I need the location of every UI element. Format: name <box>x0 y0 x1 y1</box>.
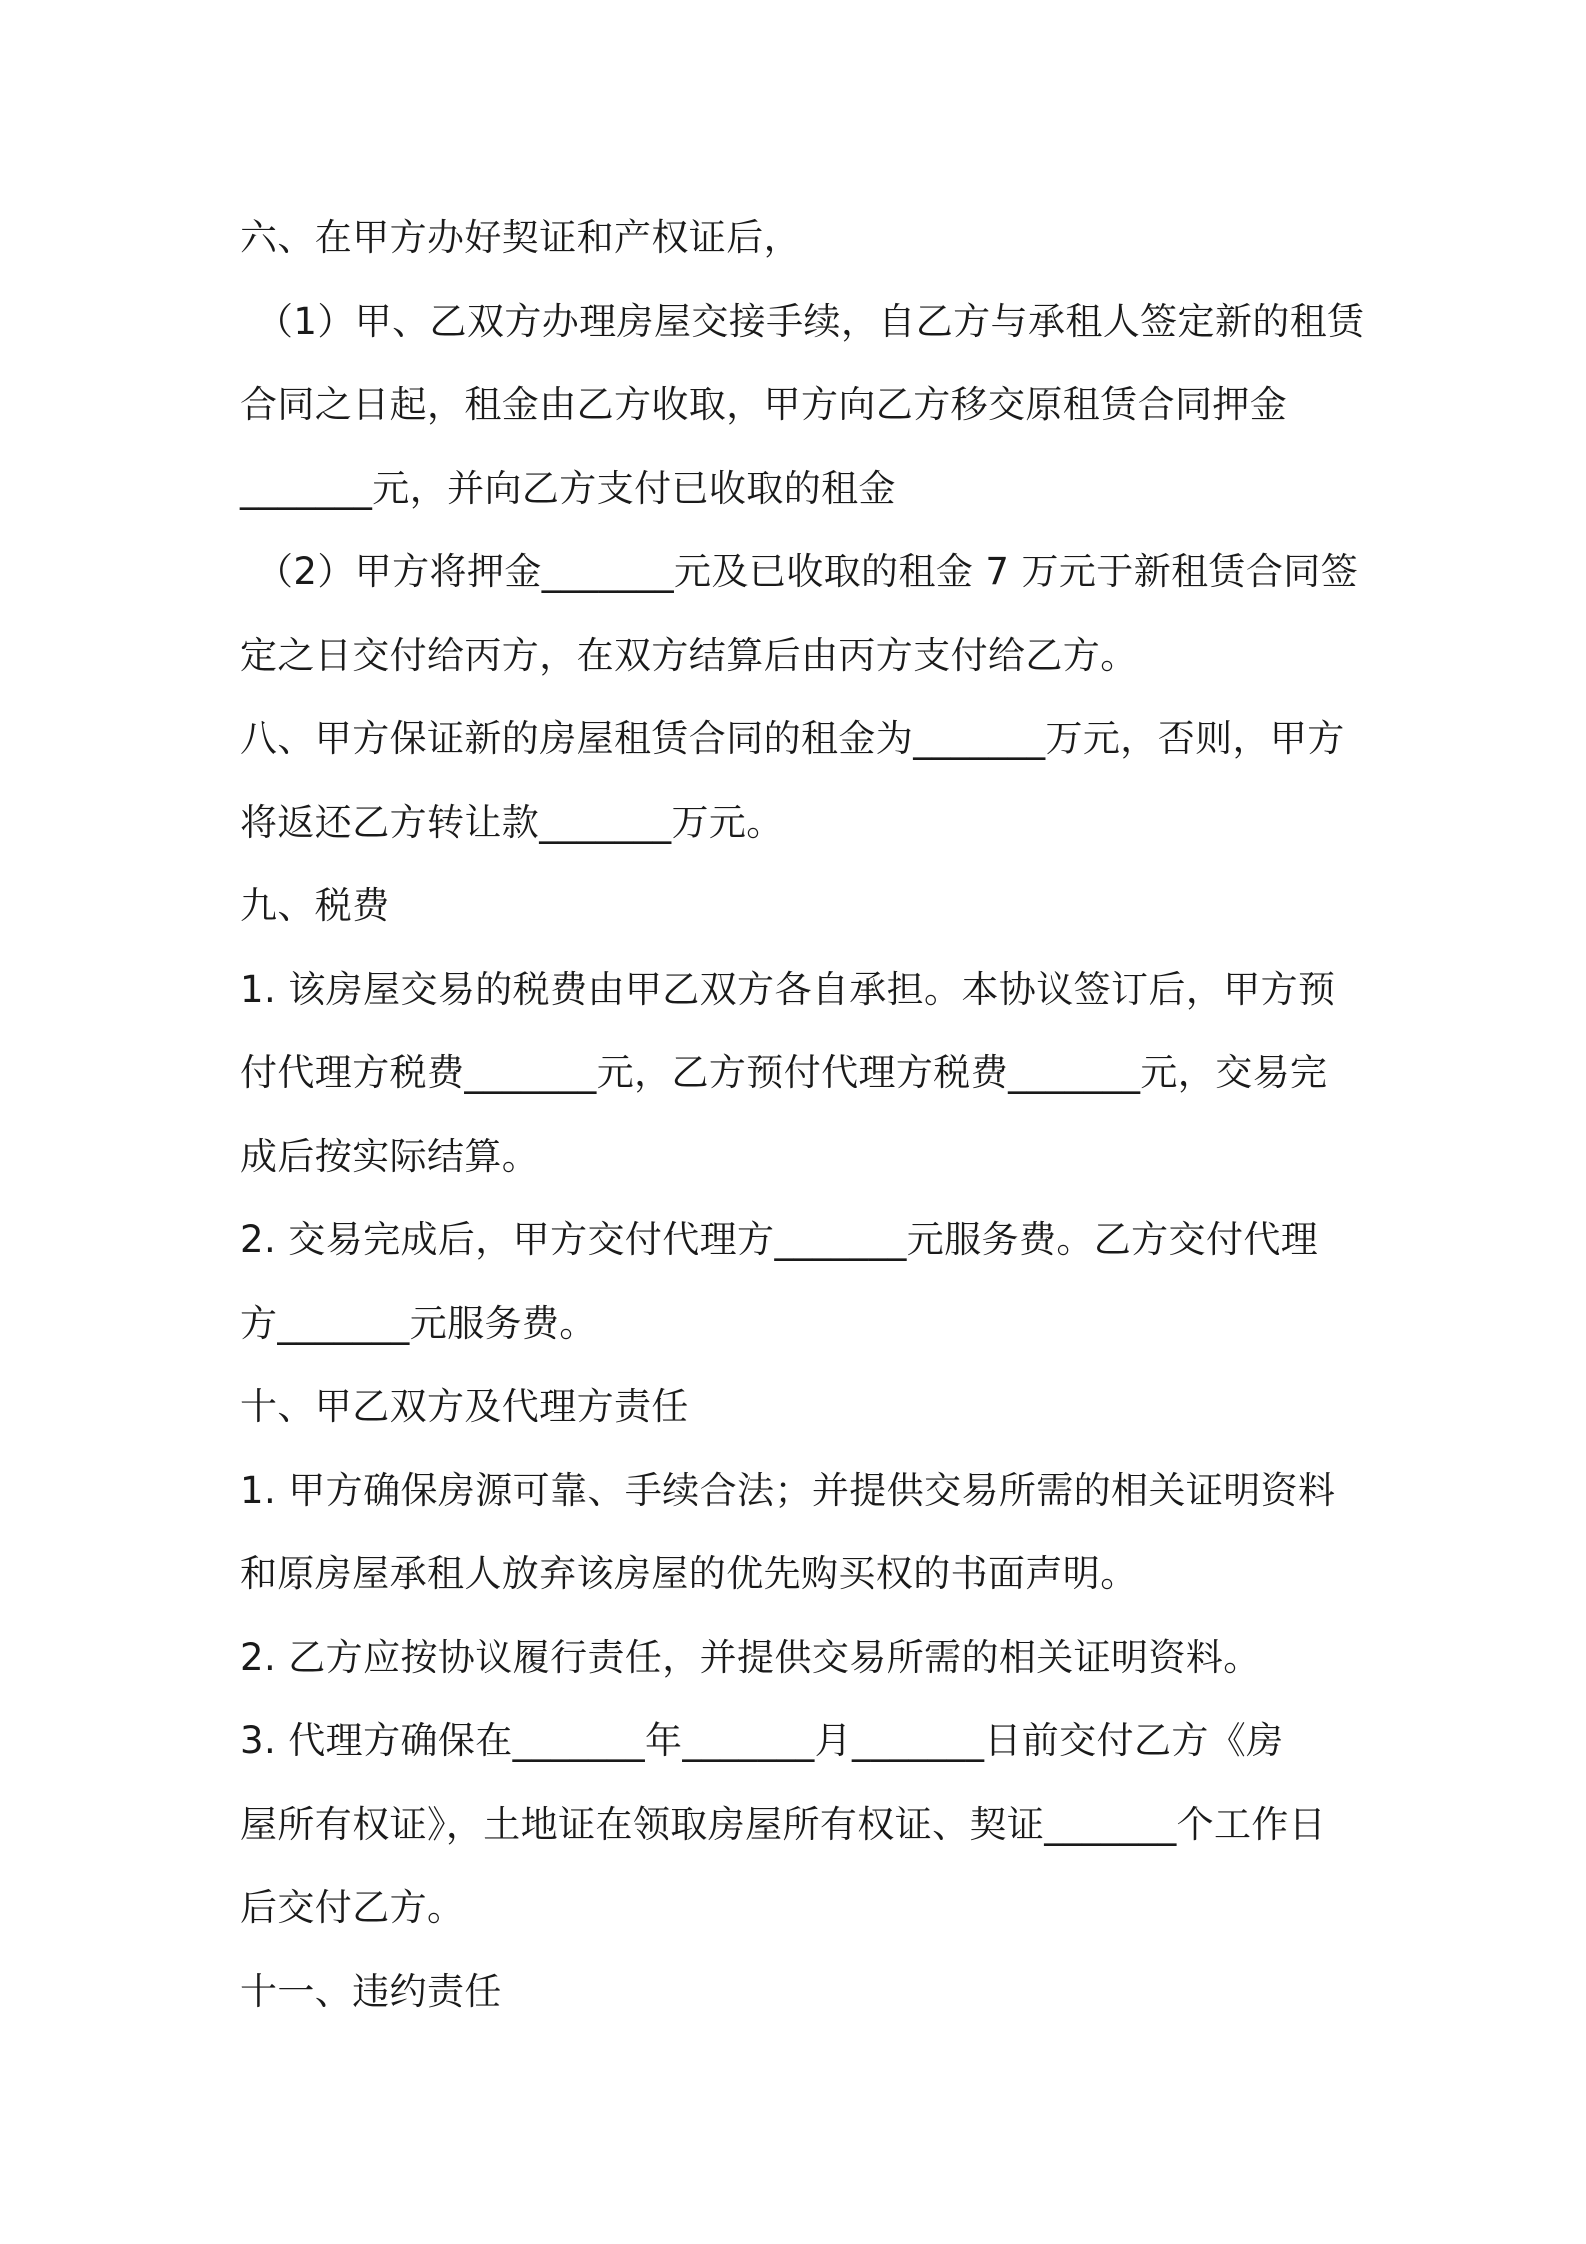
section-heading-6: 六、在甲方办好契证和产权证后， <box>240 216 801 259</box>
section-heading-8: 八、甲方保证新的房屋租赁合同的租金为_______万元，否则，甲方 <box>240 717 1345 760</box>
paragraph-line: 1. 该房屋交易的税费由甲乙双方各自承担。本协议签订后，甲方预 <box>240 967 1336 1011</box>
paragraph-line: 3. 代理方确保在_______年_______月_______日前交付乙方《房 <box>240 1719 1284 1762</box>
document-body <box>240 196 1365 2033</box>
paragraph-line: 合同之日起，租金由乙方收取，甲方向乙方移交原租赁合同押金 <box>240 383 1288 426</box>
paragraph-line: 2. 交易完成后，甲方交付代理方_______元服务费。乙方交付代理 <box>240 1218 1319 1261</box>
paragraph-line: （1）甲、乙双方办理房屋交接手续，自乙方与承租人签定新的租赁 <box>256 299 1365 343</box>
section-heading-9: 九、税费 <box>240 884 390 927</box>
paragraph-line: 定之日交付给丙方，在双方结算后由丙方支付给乙方。 <box>240 633 1138 677</box>
paragraph-line: _______元，并向乙方支付已收取的租金 <box>240 466 896 510</box>
paragraph-line: 后交付乙方。 <box>240 1886 465 1929</box>
paragraph-line: 屋所有权证》，土地证在领取房屋所有权证、契证_______个工作日 <box>240 1802 1327 1846</box>
paragraph-line: （2）甲方将押金_______元及已收取的租金 7 万元于新租赁合同签 <box>256 550 1359 593</box>
paragraph-line: 付代理方税费_______元，乙方预付代理方税费_______元，交易完 <box>240 1051 1328 1094</box>
paragraph-line: 成后按实际结算。 <box>240 1134 540 1178</box>
paragraph-line: 1. 甲方确保房源可靠、手续合法；并提供交易所需的相关证明资料 <box>240 1468 1336 1512</box>
section-heading-10: 十、甲乙双方及代理方责任 <box>240 1385 689 1428</box>
paragraph-line: 2. 乙方应按协议履行责任，并提供交易所需的相关证明资料。 <box>240 1635 1261 1679</box>
paragraph-line: 将返还乙方转让款_______万元。 <box>240 800 784 844</box>
paragraph-line: 和原房屋承租人放弃该房屋的优先购买权的书面声明。 <box>240 1552 1138 1595</box>
section-heading-11: 十一、违约责任 <box>240 1969 502 2013</box>
paragraph-line: 方_______元服务费。 <box>240 1301 597 1345</box>
